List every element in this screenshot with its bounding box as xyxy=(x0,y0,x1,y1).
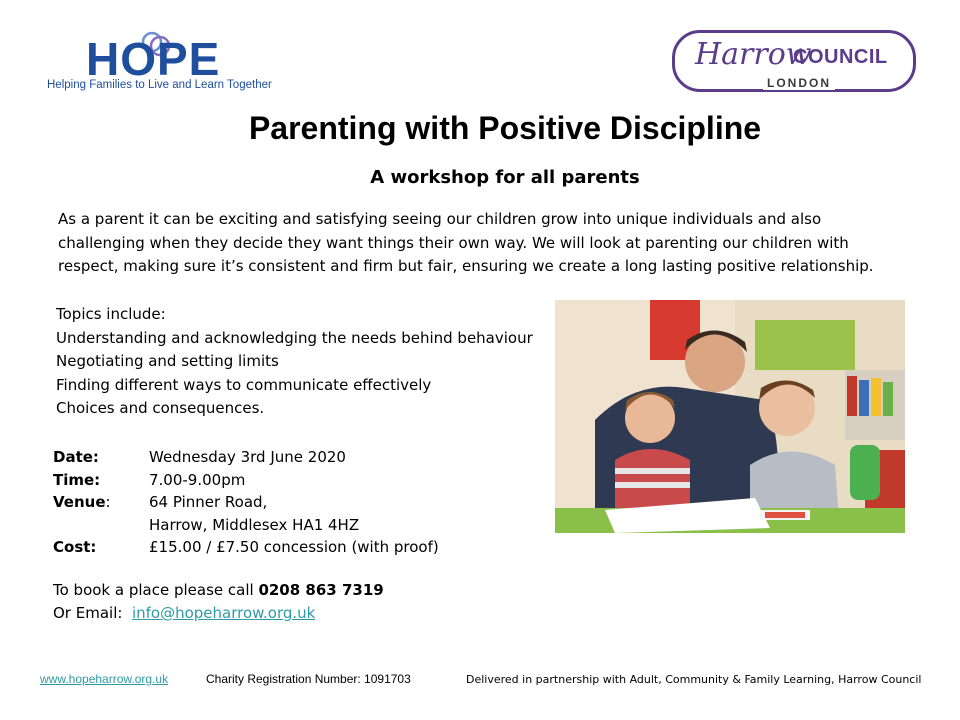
booking-info xyxy=(53,579,533,625)
venue-label-wrap xyxy=(53,491,149,514)
booking-phone: 0208 863 7319 xyxy=(258,581,384,599)
footer-website-link[interactable]: www.hopeharrow.org.uk xyxy=(40,672,169,686)
topic-item: Understanding and acknowledging the needs behind behaviour xyxy=(56,328,533,347)
intro-paragraph: As a parent it can be exciting and satisfying seeing our children grow into unique individuals and also challenging when they decide they want things their own way. We will look at parenting our children with respect, making sure it’s consistent and firm but fair, ensuring we create a long lasting positive relationship. xyxy=(58,210,874,275)
hope-tagline: Helping Families to Live and Learn Together xyxy=(47,79,272,91)
harrow-council-logo xyxy=(672,30,916,92)
booking-call-line xyxy=(53,579,533,602)
footer-charity-number: Charity Registration Number: 1091703 xyxy=(206,672,411,686)
booking-call-text: To book a place please call xyxy=(53,581,259,599)
venue-colon: : xyxy=(105,493,111,511)
topic-item: Choices and consequences. xyxy=(56,399,265,417)
cost-row xyxy=(53,536,533,559)
page-subtitle: A workshop for all parents xyxy=(370,167,640,188)
time-row xyxy=(53,469,533,492)
topic-item: Negotiating and setting limits xyxy=(56,352,279,370)
time-value: 7.00-9.00pm xyxy=(149,470,246,489)
venue-line2: Harrow, Middlesex HA1 4HZ xyxy=(149,515,360,534)
date-label: Date: xyxy=(53,448,99,466)
topics-list xyxy=(56,303,546,421)
family-photo xyxy=(555,300,905,533)
booking-email-text: Or Email: xyxy=(53,604,132,622)
family-illustration xyxy=(555,300,905,533)
footer-partnership: Delivered in partnership with Adult, Community & Family Learning, Harrow Council xyxy=(466,673,922,686)
hope-logo xyxy=(40,28,300,98)
date-row xyxy=(53,446,533,469)
harrow-london-text: LONDON xyxy=(763,76,835,90)
harrow-script-text: Harrow xyxy=(695,37,812,72)
page-title: Parenting with Positive Discipline xyxy=(248,110,762,146)
harrow-council-text: COUNCIL xyxy=(793,46,888,68)
venue-row xyxy=(53,491,533,514)
booking-email-link[interactable]: info@hopeharrow.org.uk xyxy=(131,604,316,622)
venue-label: Venue xyxy=(53,493,106,511)
hope-wordmark: HOPE xyxy=(86,33,221,85)
venue-line1: 64 Pinner Road, xyxy=(149,493,268,511)
event-details xyxy=(53,446,533,559)
footer xyxy=(40,672,940,692)
time-label: Time: xyxy=(53,470,101,489)
venue-row-2 xyxy=(53,514,533,537)
topics-heading: Topics include: xyxy=(56,305,166,323)
cost-label: Cost: xyxy=(53,538,97,556)
date-value: Wednesday 3rd June 2020 xyxy=(149,448,346,466)
topic-item: Finding different ways to communicate effectively xyxy=(56,375,432,394)
booking-email-line xyxy=(53,602,533,625)
cost-value: £15.00 / £7.50 concession (with proof) xyxy=(149,538,439,556)
